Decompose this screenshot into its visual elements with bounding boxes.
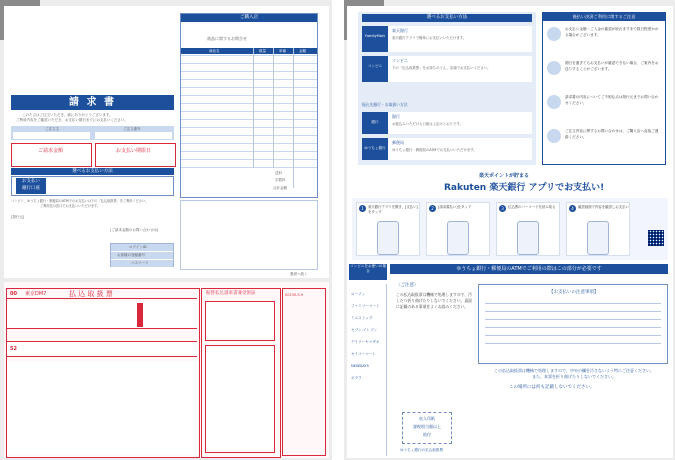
late-payment-item: 請求書の内容についてご不明な点は発行元までお問い合わせください。 — [565, 95, 659, 105]
payment-method-icon: 銀行 — [362, 112, 388, 134]
login-table — [110, 243, 174, 267]
late-payment-item: お支払い金額・ご入金の確認が取れますまで数日程度かかる場合がございます。 — [565, 27, 659, 37]
notes-heading: 〈ご注意〉 — [396, 283, 419, 288]
back-panel — [344, 0, 675, 460]
payment-method-row — [362, 26, 532, 52]
acct-prefix: 00 — [10, 291, 17, 297]
amount-label: ご請求金額 — [38, 148, 64, 154]
bottom-note-1: この払込取扱票は機械で処理しますので、中央の欄を汚さないよう特にご注意ください。また、本票を折り曲げたりしないでください。 — [494, 368, 654, 379]
step-number: 2 — [429, 205, 436, 212]
rakuten-step — [566, 202, 630, 256]
shipping-label: 送料 — [275, 171, 282, 175]
amount-box — [11, 143, 92, 167]
late-payment-item: 期日を過ぎてもお支払いが確認できない場合、ご案内をお送りすることがございます。 — [565, 61, 659, 71]
conv-store-item: ポプラ — [351, 376, 362, 380]
payment-method-icon: FamilyMart — [362, 26, 388, 52]
conv-note: コンビニ、ゆうちょ銀行・郵便局のATMでのお支払いは下の「払込取扱票」をご利用ください。 — [11, 199, 149, 203]
col-item-name: 商品名 — [209, 49, 220, 53]
step-text: 確認画面で内容を確認しお支払い — [578, 205, 629, 209]
phone-screen-icon — [447, 221, 469, 255]
atm-heading: ゆうちょ銀行・郵便局のATMでご利用の際はこの部分が必要です — [390, 264, 668, 274]
payment-method-label: 楽天銀行 — [392, 28, 408, 33]
receipt-stub — [282, 288, 326, 456]
step-text: 楽天銀行アプリを開き、[支払い]をタップ — [368, 205, 418, 214]
notice-icon — [547, 27, 561, 41]
revenue-stamp-box — [402, 412, 452, 444]
payment-method-icon: コンビニ — [362, 56, 388, 82]
page-continue: 裏面へ続く — [290, 272, 308, 276]
table-row-line — [181, 143, 317, 144]
table-row-line — [181, 119, 317, 120]
payment-method-icon: ゆうちょ銀行 — [362, 138, 388, 160]
intro-line-1: このたびはご注文いただき、誠にありがとうございます。 — [22, 113, 113, 117]
rakuten-steps — [352, 198, 668, 260]
qr-code-icon[interactable] — [648, 230, 664, 246]
invoice-title: 請 求 書 — [11, 95, 174, 110]
table-row-line — [181, 159, 317, 160]
table-row-line — [181, 111, 317, 112]
payment-method-text: 楽天銀行アプリで簡単にお支払いいただけます。 — [392, 36, 467, 40]
step-number: 3 — [499, 205, 506, 212]
table-row-line — [181, 135, 317, 136]
back-payment-methods-heading: 選べるお支払い方法 — [362, 14, 532, 22]
rakuten-step — [426, 202, 490, 256]
conv-store-item: セイコーマート — [351, 352, 376, 356]
postal-caption: ゆうちょ銀行の払込取扱票 — [400, 448, 444, 452]
password-label: パスワード — [131, 261, 149, 265]
payment-method-text: 下の「払込取扱票」をお持ちのうえ、店頭でお支払いください。 — [392, 66, 491, 70]
payment-method-row — [362, 138, 532, 160]
order-no-label: ご注文番号 — [123, 127, 141, 131]
store-notice-box — [478, 284, 668, 364]
remit-code: 52 — [10, 346, 17, 352]
stamp-line: 貼付 — [423, 432, 431, 437]
receipt-form — [201, 288, 281, 458]
store-notice-heading: 【お支払いの注意事項】 — [549, 290, 599, 295]
notice-icon — [547, 61, 561, 75]
table-row-line — [181, 167, 317, 168]
conv-note-2: ご利用先の窓口でお支払いいただけます。 — [40, 204, 101, 208]
remit-form-title: 払 込 取 扱 票 — [69, 290, 113, 298]
receipt-title: 振替払込請求書兼受領証 — [206, 291, 256, 296]
purchase-items-heading: 商品に関するお問合せ — [207, 36, 247, 41]
step-text: [請求書払い]をタップ — [438, 205, 472, 209]
payment-method-label: 銀行 — [392, 114, 400, 119]
purchase-table-header — [181, 48, 317, 54]
due-date-label: お支払い期限日 — [116, 148, 152, 154]
registration-no-label: お客様の登録番号 — [117, 253, 145, 257]
conv-store-item: ファミリーマート — [351, 304, 380, 308]
payment-method-label: 郵便局 — [392, 140, 404, 145]
notes-body: この払込取扱票は機械で処理しますので、汚したり折り曲げたりしないでください。裏面に記載のある事項をよくお読みください。 — [396, 292, 472, 309]
total-label: 合計金額 — [273, 186, 287, 190]
customer-no-label: ご注文主 — [45, 127, 59, 131]
conv-store-item: ローソン — [351, 292, 366, 296]
remit-acct-no: 00130-3-9 — [285, 293, 304, 297]
table-row-line — [181, 151, 317, 152]
payment-method-text: お振込みいただける口座は上記のとおりです。 — [392, 122, 463, 126]
rakuten-title: Rakuten 楽天銀行 アプリでお支払い! — [444, 183, 605, 193]
late-payment-panel — [542, 12, 666, 165]
rakuten-step — [356, 202, 420, 256]
payment-method-row — [362, 112, 532, 134]
payment-method-text: ゆうちょ銀行・郵便局のATMでお支払いいただけます。 — [392, 148, 477, 152]
phone-screen-icon — [377, 221, 399, 255]
stamp-line: 課税相当額以上 — [413, 424, 441, 429]
purchaser-box — [180, 13, 318, 198]
notice-icon — [547, 95, 561, 109]
acct-bank: 東京DM7 — [25, 291, 47, 297]
payment-methods-heading: 選べるお支払い方法 — [11, 168, 174, 175]
payment-method-label: コンビニ — [392, 58, 408, 63]
table-row-line — [181, 63, 317, 64]
col-unit-price: 単価 — [279, 49, 286, 53]
payment-box-title: お支払い 銀行口座 — [16, 178, 46, 194]
payment-methods-panel — [358, 12, 536, 165]
rakuten-step — [496, 202, 560, 256]
col-qty: 数量 — [259, 49, 266, 53]
atm-heading-left: コンビニをお使いの場合 — [349, 264, 387, 280]
table-row-line — [181, 71, 317, 72]
table-row-line — [181, 95, 317, 96]
bottom-note-2: この場所には何も記載しないでください。 — [509, 385, 595, 390]
table-row-line — [181, 103, 317, 104]
col-amount: 金額 — [299, 49, 306, 53]
table-row-line — [181, 127, 317, 128]
step-number: 4 — [569, 205, 576, 212]
stamp-line: 収入印紙 — [419, 416, 435, 421]
remittance-form — [6, 288, 200, 458]
intro-line-2: ご利用内容をご確認いただき、お支払い期日までにお支払いください。 — [16, 118, 128, 122]
order-info-row — [11, 126, 174, 140]
notes-box — [180, 200, 318, 270]
conv-store-item: NEWDAYS — [351, 364, 369, 368]
table-row-line — [181, 79, 317, 80]
slip-marker — [137, 303, 143, 327]
bank-account-box — [11, 176, 174, 196]
notice-icon — [547, 129, 561, 143]
phone-screen-icon — [517, 221, 539, 255]
late-payment-heading: 後払い決済ご利用に関するご注意 — [543, 13, 665, 21]
fee-label: 手数料 — [275, 178, 286, 182]
step-number: 1 — [359, 205, 366, 212]
notes-column — [392, 282, 474, 412]
step-text: 払込票のバーコードを読み取る — [508, 205, 556, 209]
bank-section-heading: 振込先銀行・お取扱い方法 — [362, 102, 408, 107]
conv-store-list — [349, 284, 387, 456]
table-row-line — [181, 55, 317, 56]
payment-method-row — [362, 56, 532, 82]
late-payment-item: ご注文内容に関するお問い合わせは、ご購入店へ直接ご連絡ください。 — [565, 129, 659, 139]
phone-screen-icon — [587, 221, 609, 255]
conv-store-item: ミニストップ — [351, 316, 373, 320]
table-row-line — [181, 87, 317, 88]
rakuten-banner: 楽天ポイントが貯まる — [479, 173, 530, 179]
due-date-box — [95, 143, 176, 167]
front-panel — [0, 0, 332, 460]
conv-store-item: セブン-イレブン — [351, 328, 378, 332]
inquiry-label: [ご請求金額のお問い合わせは] — [110, 228, 159, 232]
issuer-label: [発行元] — [11, 215, 25, 219]
purchaser-heading: ご購入店 — [181, 14, 317, 22]
login-id-label: ログインID — [129, 245, 147, 249]
conv-store-item: デイリーヤマザキ — [351, 340, 380, 344]
